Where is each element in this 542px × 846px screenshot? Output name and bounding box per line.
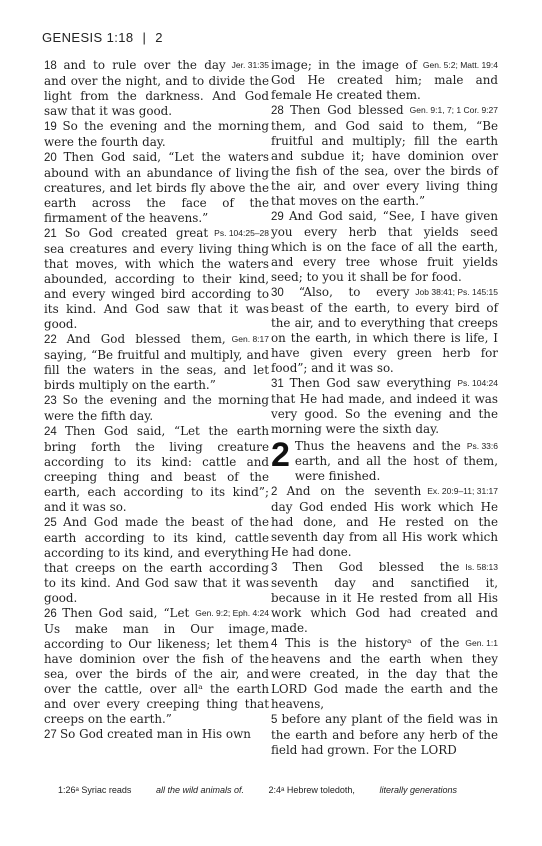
chapter-2-opening <box>271 436 498 484</box>
verse-number: 19 <box>44 121 63 133</box>
verse-18 <box>44 58 269 119</box>
cross-reference: Ps. 104:24 <box>457 378 498 388</box>
verse-number: 25 <box>44 517 64 529</box>
verse-number: 28 <box>271 105 291 117</box>
verse-30 <box>271 285 498 376</box>
verse-number: 3 <box>271 562 293 574</box>
verse-number: 22 <box>44 334 67 346</box>
verse-19 <box>44 119 269 150</box>
verse-text: This is the historyᵃ of the heavens and the earth when they were created, in the day that the LORD God made the earth and the heavens, <box>271 636 498 711</box>
cross-reference: Gen. 1:1 <box>465 638 498 648</box>
verse-text: And God blessed them, saying, “Be fruitful and multiply, and fill the waters in the seas, and let birds multiply on the earth.” <box>44 332 269 392</box>
footnote-2: 2:4ᵃ Hebrew toledoth, literally generations <box>268 785 457 795</box>
verse-text: And God made the beast of the earth according to its kind, cattle according to its kind, and everything that creeps on the earth according to its kind. And God saw that it was good. <box>44 515 269 605</box>
verse-1 <box>271 436 498 484</box>
verse-number: 5 <box>271 714 282 726</box>
cross-reference: Gen. 9:1, 7; 1 Cor. 9:27 <box>409 105 498 115</box>
cross-reference: Gen. 9:2; Eph. 4:24 <box>195 608 269 618</box>
verse-text: before any plant of the field was in the earth and before any herb of the field had grown. For the LORD <box>271 712 498 757</box>
verse-text: So God created great sea creatures and every living thing that moves, with which the waters abounded, according to their kind, and every winged bird according to its kind. And God saw that it was good. <box>44 226 269 331</box>
verse-24 <box>44 424 269 515</box>
cross-reference: Ex. 20:9–11; 31:17 <box>427 486 498 496</box>
left-column <box>44 58 269 743</box>
verse-31 <box>271 376 498 437</box>
footnotes <box>58 785 518 795</box>
verse-text: And on the seventh day God ended His work which He had done, and He rested on the seventh day from all His work which He had done. <box>271 484 498 559</box>
verse-number: 26 <box>44 608 63 620</box>
cross-reference: Jer. 31:35 <box>231 60 269 70</box>
cross-reference: Gen. 8:17 <box>231 334 269 344</box>
verse-number: 29 <box>271 211 289 223</box>
verse-22 <box>44 332 269 393</box>
cross-reference: Ps. 33:6 <box>466 441 498 451</box>
verse-text: Then God said, “Let the earth bring forth the living creature according to its kind: cattle and creeping thing and beast of the earth, each according to its kind”; and it was so. <box>44 424 269 514</box>
verse-text: Then God said, “Let the waters abound with an abundance of living creatures, and let birds fly above the earth across the face of the firmament of the heavens.” <box>44 150 269 225</box>
verse-text: image; in the image of God He created him; male and female He created them. <box>271 58 498 102</box>
verse-25 <box>44 515 269 606</box>
cross-reference: Is. 58:13 <box>465 562 498 572</box>
verse-21 <box>44 226 269 332</box>
verse-text: And God said, “See, I have given you every herb that yields seed which is on the face of all the earth, and every tree whose fruit yields seed; to you it shall be for food. <box>271 209 498 284</box>
verse-text: Then God blessed them, and God said to them, “Be fruitful and multiply; fill the earth and subdue it; have dominion over the fish of the sea, over the birds of the air, and over every living thing that moves on the earth.” <box>271 103 498 208</box>
verse-number: 31 <box>271 378 290 390</box>
verse-number: 2 <box>271 486 287 498</box>
cross-reference: Ps. 104:25–28 <box>214 228 269 238</box>
running-header <box>42 30 163 45</box>
verse-text: “Also, to every beast of the earth, to every bird of the air, and to everything that creeps on the earth, in which there is life, I have given every green herb for food”; and it was so. <box>271 285 498 375</box>
verse-2 <box>271 484 498 560</box>
verse-27 <box>44 727 269 743</box>
verse-number: 21 <box>44 228 65 240</box>
verse-text: Then God saw everything that He had made, and indeed it was very good. So the evening and the morning were the sixth day. <box>271 376 498 436</box>
verse-number: 27 <box>44 729 60 741</box>
verse-cont <box>271 58 498 103</box>
chapter-number: 2 <box>271 436 290 474</box>
verse-text: and to rule over the day and over the night, and to divide the light from the darkness. And God saw that it was good. <box>44 58 269 118</box>
verse-3 <box>271 560 498 636</box>
verse-20 <box>44 150 269 226</box>
verse-number: 24 <box>44 426 65 438</box>
right-column <box>271 58 498 758</box>
cross-reference: Job 38:41; Ps. 145:15 <box>415 287 498 297</box>
verse-text: So God created man in His own <box>60 727 251 741</box>
verse-number: 30 <box>271 287 299 299</box>
footnote-1: 1:26ᵃ Syriac reads all the wild animals of. <box>58 785 244 795</box>
verse-5 <box>271 712 498 758</box>
verse-text: Then God blessed the seventh day and sanctified it, because in it He rested from all His work which God had created and made. <box>271 560 498 635</box>
verse-number: 20 <box>44 152 64 164</box>
verse-26 <box>44 606 269 727</box>
verse-4 <box>271 636 498 712</box>
verse-text: Then God said, “Let Us make man in Our image, according to Our likeness; let them have dominion over the fish of the sea, over the birds of the air, and over the cattle, over allᵃ the earth and over every creeping thing that creeps on the earth.” <box>44 606 269 726</box>
book-chapter-verse: GENESIS 1:18 <box>42 30 134 45</box>
verse-number: 4 <box>271 638 286 650</box>
verse-text: Thus the heavens and the earth, and all the host of them, were finished. <box>294 439 498 483</box>
cross-reference: Gen. 5:2; Matt. 19:4 <box>422 60 498 70</box>
verse-text: So the evening and the morning were the fifth day. <box>44 393 269 423</box>
header-separator: | <box>142 30 147 45</box>
verse-text: So the evening and the morning were the fourth day. <box>44 119 269 149</box>
verse-number: 18 <box>44 60 64 72</box>
verse-23 <box>44 393 269 424</box>
verse-29 <box>271 209 498 285</box>
verse-28 <box>271 103 498 209</box>
page-number: 2 <box>155 30 163 45</box>
verse-number: 23 <box>44 395 63 407</box>
